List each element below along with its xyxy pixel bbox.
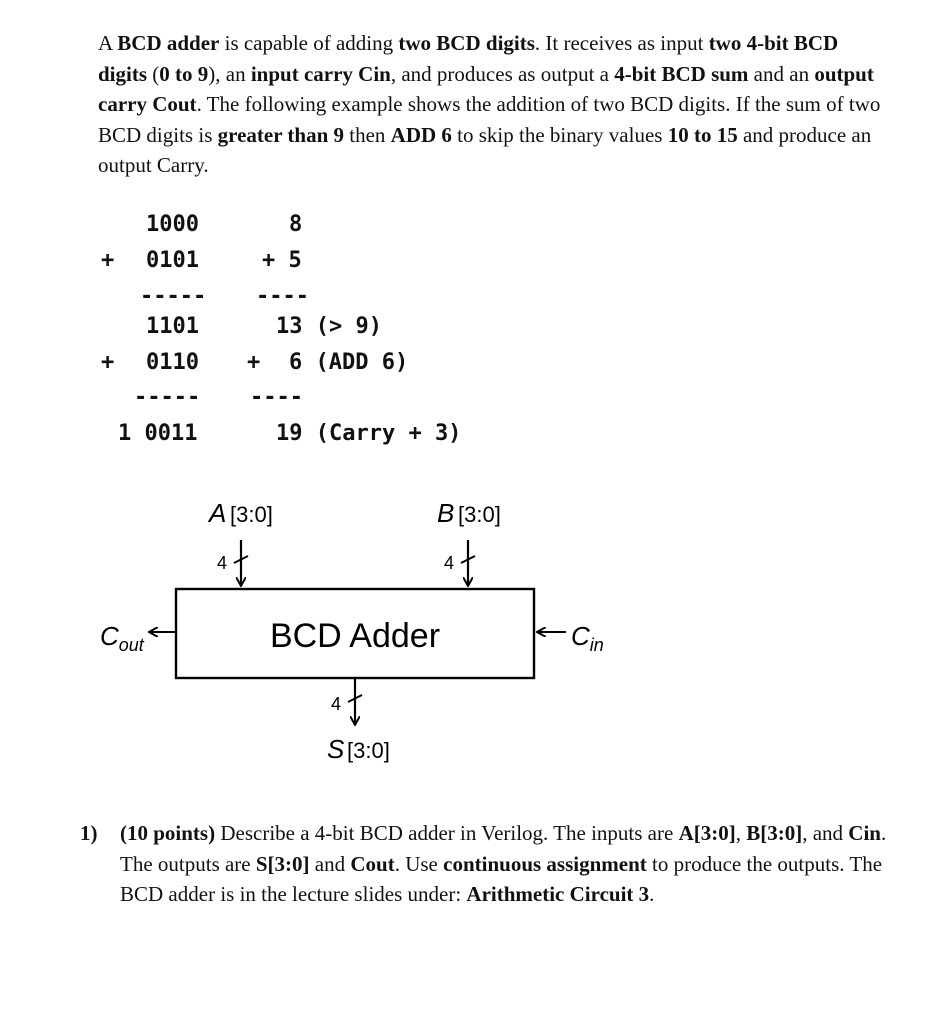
question-number: 1) bbox=[80, 821, 98, 845]
decimal-divider-1: ---- bbox=[256, 284, 309, 309]
input-a-label: A bbox=[209, 498, 227, 528]
cin-label: $C_{in}$ bbox=[571, 621, 604, 655]
input-b-label: B bbox=[437, 498, 455, 528]
decimal-partial-sum: 13 (> 9) bbox=[276, 314, 382, 339]
cout-label: $C_{out}$ bbox=[100, 621, 144, 655]
binary-addend-b: 0101 bbox=[146, 248, 199, 273]
intro-paragraph: A BCD adder is capable of adding two BCD digits. It receives as input two 4-bit BCD digits (0 to 9), an input carry Cin, and produces as output a 4-bit BCD sum and an output carry Cout. The following example shows the addition of two BCD digits. If the sum of two BCD digits is greater than 9 then ADD 6 to skip the binary values 10 to 15 and produce an output Carry. bbox=[98, 31, 881, 177]
binary-result: 1 0011 bbox=[118, 421, 198, 446]
input-b-bus-width: 4 bbox=[444, 553, 455, 573]
input-a-range: [3:0] bbox=[230, 502, 273, 527]
decimal-addend-b: + 5 bbox=[262, 248, 302, 273]
decimal-result: 19 (Carry + 3) bbox=[276, 421, 462, 446]
binary-divider-2: ----- bbox=[134, 385, 201, 410]
bcd-adder-block-label: BCD Adder bbox=[269, 617, 441, 655]
output-s-range: [3:0] bbox=[347, 738, 390, 763]
output-s-bus-width: 4 bbox=[331, 694, 342, 714]
plus-sign-3: + bbox=[247, 350, 261, 375]
decimal-correction-six: 6 (ADD 6) bbox=[289, 350, 409, 375]
decimal-addend-a: 8 bbox=[289, 212, 303, 237]
input-b-range: [3:0] bbox=[458, 502, 501, 527]
binary-addend-a: 1000 bbox=[146, 212, 199, 237]
plus-sign-1: + bbox=[101, 248, 115, 273]
question-1 bbox=[80, 818, 890, 910]
binary-partial-sum: 1101 bbox=[146, 314, 199, 339]
question-text: (10 points) Describe a 4-bit BCD adder in Verilog. The inputs are A[3:0], B[3:0], and Cin. The outputs are S[3:0] and Cout. Use continuous assignment to produce the outputs. The BCD adder is in the lecture slides under: Arithmetic Circuit 3. bbox=[120, 821, 887, 906]
decimal-divider-2: ---- bbox=[250, 385, 303, 410]
binary-correction-six: 0110 bbox=[146, 350, 199, 375]
output-s-label: S bbox=[327, 734, 345, 764]
input-a-bus-width: 4 bbox=[217, 553, 228, 573]
plus-sign-2: + bbox=[101, 350, 115, 375]
binary-divider-1: ----- bbox=[140, 284, 207, 309]
